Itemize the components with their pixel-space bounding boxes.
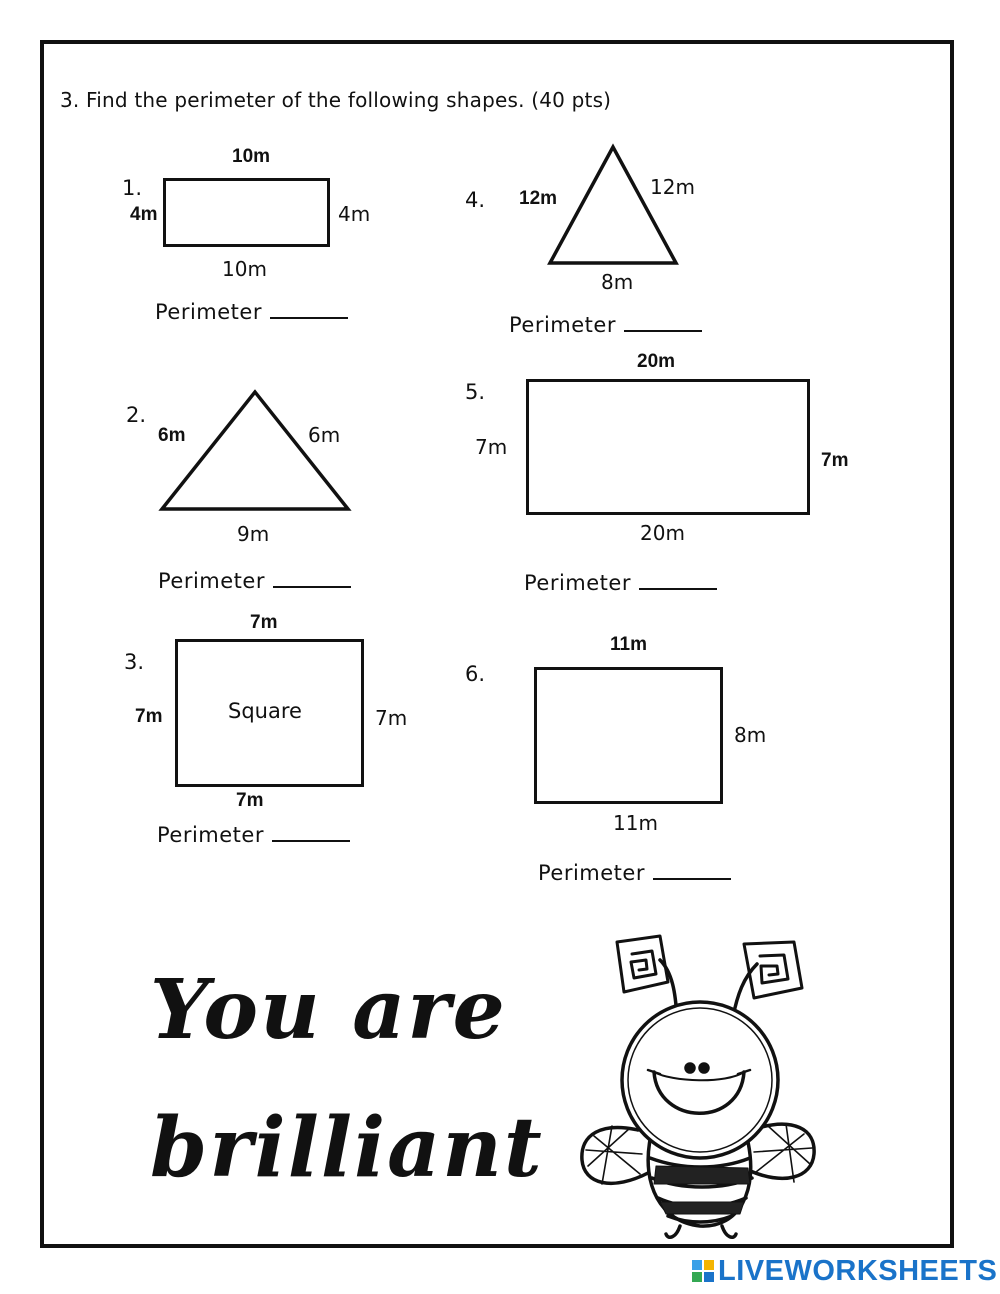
shape-5-number: 5. xyxy=(465,380,486,404)
shape-4-number: 4. xyxy=(465,188,486,212)
shape-3-number: 3. xyxy=(124,650,145,674)
shape-4-left-label: 12m xyxy=(519,188,558,209)
perimeter-label: Perimeter xyxy=(538,861,645,885)
exercise-heading: 3. Find the perimeter of the following shapes. (40 pts) xyxy=(60,88,612,112)
cheer-line-1: You are xyxy=(150,962,507,1058)
cheer-line-2: brilliant xyxy=(150,1100,544,1196)
shape-3-answer-blank[interactable] xyxy=(272,840,350,842)
shape-5-perimeter xyxy=(524,571,717,595)
shape-5-top-label: 20m xyxy=(637,351,676,372)
shape-1-number: 1. xyxy=(122,176,143,200)
shape-4-bottom-label: 8m xyxy=(601,270,634,294)
shape-6-bottom-label: 11m xyxy=(613,811,658,835)
shape-5-right-label: 7m xyxy=(821,450,849,471)
shape-6-right-label: 8m xyxy=(734,723,767,747)
shape-5-bottom-label: 20m xyxy=(640,521,685,545)
shape-4-perimeter xyxy=(509,313,702,337)
perimeter-label: Perimeter xyxy=(155,300,262,324)
shape-1-rectangle xyxy=(163,178,330,247)
shape-2-bottom-label: 9m xyxy=(237,522,270,546)
perimeter-label: Perimeter xyxy=(509,313,616,337)
shape-4-triangle xyxy=(546,143,682,267)
shape-1-bottom-label: 10m xyxy=(222,257,267,281)
shape-2-triangle xyxy=(158,388,354,514)
shape-2-left-label: 6m xyxy=(158,425,186,446)
shape-1-answer-blank[interactable] xyxy=(270,317,348,319)
liveworksheets-logo-icon[interactable] xyxy=(692,1256,997,1286)
shape-5-answer-blank[interactable] xyxy=(639,588,717,590)
shape-2-answer-blank[interactable] xyxy=(273,586,351,588)
shape-6-top-label: 11m xyxy=(610,634,647,655)
perimeter-label: Perimeter xyxy=(157,823,264,847)
shape-2-number: 2. xyxy=(126,403,147,427)
shape-6-answer-blank[interactable] xyxy=(653,878,731,880)
shape-3-perimeter xyxy=(157,823,350,847)
perimeter-label: Perimeter xyxy=(158,569,265,593)
shape-2-right-label: 6m xyxy=(308,423,341,447)
shape-5-left-label: 7m xyxy=(475,435,508,459)
shape-1-right-label: 4m xyxy=(338,202,371,226)
shape-4-right-label: 12m xyxy=(650,175,695,199)
shape-3-bottom-label: 7m xyxy=(236,790,264,811)
shape-5-rectangle xyxy=(526,379,810,515)
bee-icon xyxy=(572,922,822,1248)
logo-blocks xyxy=(692,1260,714,1282)
brand-name: LIVEWORKSHEETS xyxy=(718,1254,998,1287)
shape-3-left-label: 7m xyxy=(135,706,163,727)
shape-4-answer-blank[interactable] xyxy=(624,330,702,332)
shape-6-perimeter xyxy=(538,861,731,885)
shape-3-right-label: 7m xyxy=(375,706,408,730)
shape-2-perimeter xyxy=(158,569,351,593)
shape-6-number: 6. xyxy=(465,662,486,686)
shape-3-inside-label: Square xyxy=(228,699,302,723)
shape-3-top-label: 7m xyxy=(250,612,278,633)
shape-1-top-label: 10m xyxy=(232,146,271,167)
shape-6-rectangle xyxy=(534,667,723,804)
shape-1-left-label: 4m xyxy=(130,204,158,225)
perimeter-label: Perimeter xyxy=(524,571,631,595)
shape-1-perimeter xyxy=(155,300,348,324)
